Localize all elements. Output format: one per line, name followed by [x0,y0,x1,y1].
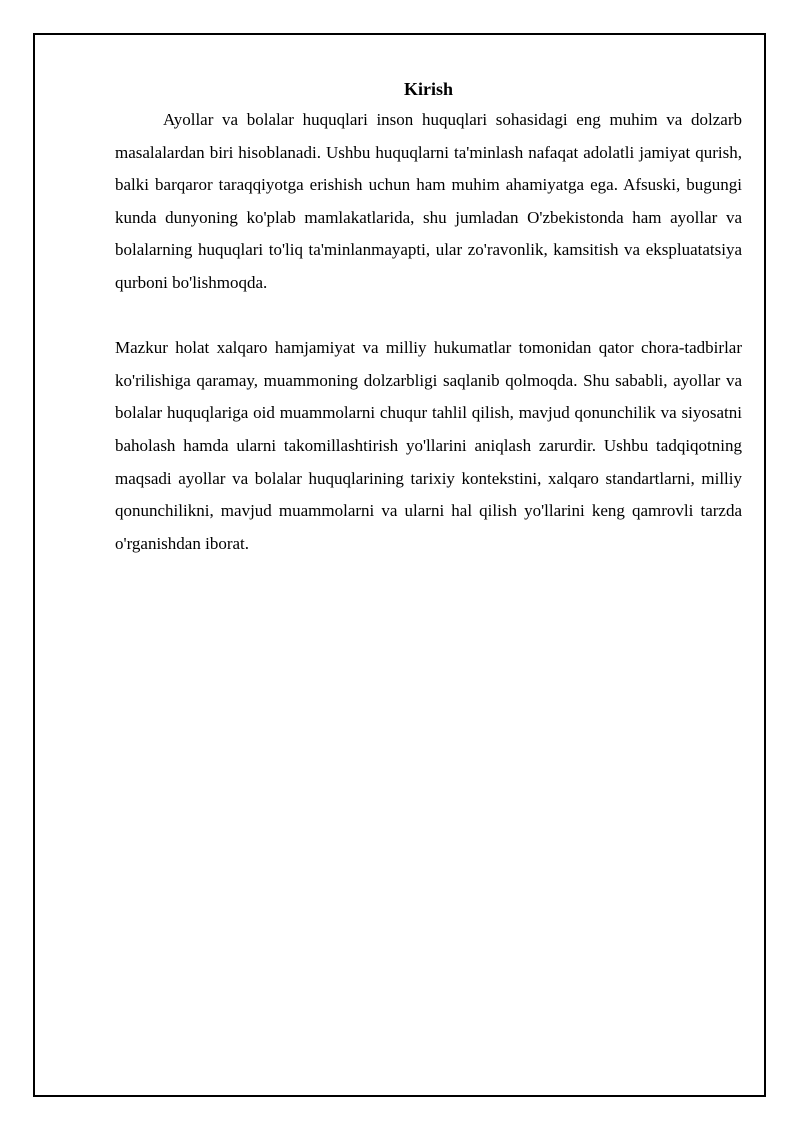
document-title: Kirish [403,79,453,99]
paragraph-intro: Ayollar va bolalar huquqlari inson huquqlari sohasidagi eng muhim va dolzarb masalalardan biri hisoblanadi. Ushbu huquqlarni ta'minlash nafaqat adolatli jamiyat qurish, balki barqaror taraqqiyotga erishish uchun ham muhim ahamiyatga ega. Afsuski, bugungi kunda dunyoning ko'plab mamlakatlarida, shu jumladan O'zbekistonda ham ayollar va bolalarning huquqlari to'liq ta'minlanmayapti, ular zo'ravonlik, kamsitish va ekspluatatsiya qurboni bo'lishmoqda. [115,110,742,292]
document-body [115,74,742,560]
paragraph-spacer [115,300,742,333]
paragraph-purpose: Mazkur holat xalqaro hamjamiyat va milliy hukumatlar tomonidan qator chora-tadbirlar ko'rilishiga qaramay, muammoning dolzarbligi saqlanib qolmoqda. Shu sababli, ayollar va bolalar huquqlariga oid muammolarni chuqur tahlil qilish, mavjud qonunchilik va siyosatni baholash hamda ularni takomillashtirish yo'llarini aniqlash zarurdir. Ushbu tadqiqotning maqsadi ayollar va bolalar huquqlarining tarixiy kontekstini, xalqaro standartlarni, milliy qonunchilikni, mavjud muammolarni va ularni hal qilish yo'llarini keng qamrovli tarzda o'rganishdan iborat. [115,338,742,553]
